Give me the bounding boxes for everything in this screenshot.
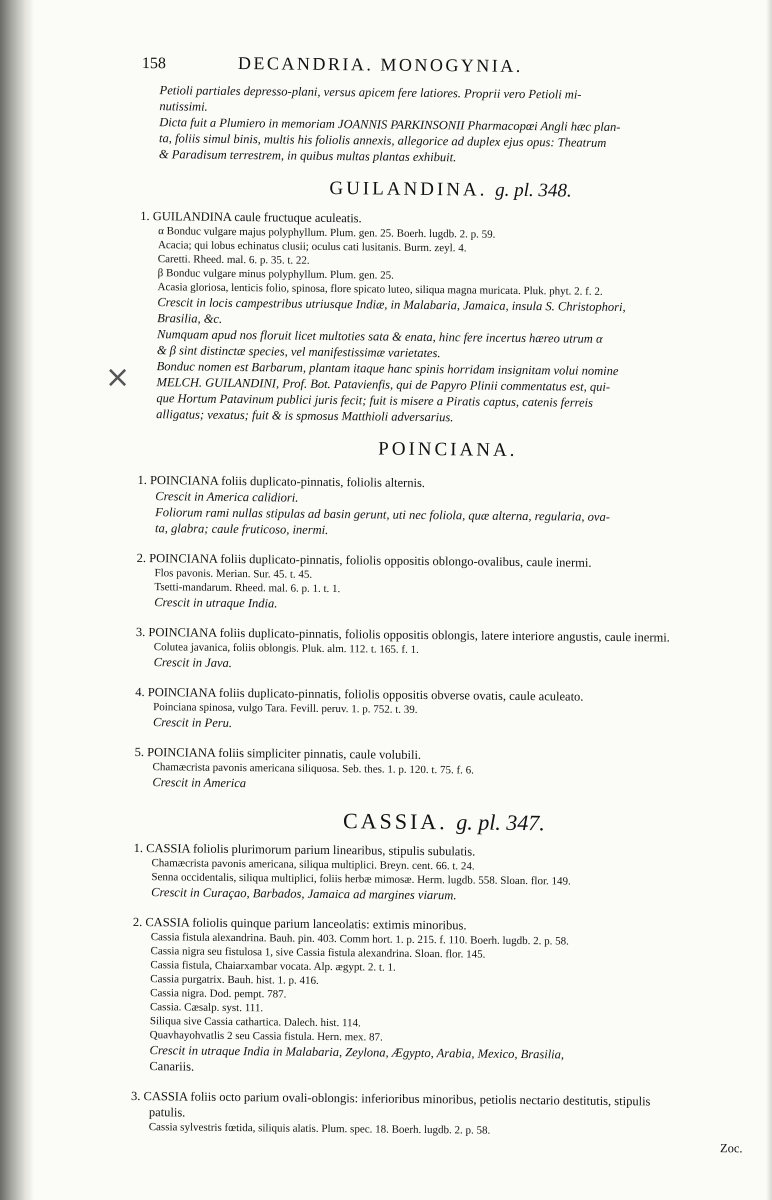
synonym-line: Senna occidentalis, siliqua multiplici, foliis herbæ mimosæ. Herm. lugdb. 558. Sloan. flor. 149. [151,871,571,888]
species-line: 1. GUILANDINA caule fructuque aculeatis. [140,208,362,226]
note-line: Bonduc nomen est Barbarum, plantam itaque hanc spinis horridam insignitam volui nomine [156,359,619,379]
synonym-line: Cassia sylvestris fœtida, siliquis alatis. Plum. spec. 18. Boerh. lugdb. 2. p. 58. [148,1121,491,1137]
habitat-line: Crescit in Curaçao, Barbados, Jamaica ad margines viarum. [151,885,457,903]
species-line: 5. POINCIANA foliis simpliciter pinnatis, caule volubili. [134,744,422,762]
poinciana-section [134,472,757,796]
habitat-line: Crescit in America calidiori. [155,489,299,505]
species-line: 1. CASSIA foliolis plurimorum parium linearibus, stipulis subulatis. [133,840,476,859]
synonym-line: Acasia gloriosa, lenticis folio, spinosa, flore spicato luteo, siliqua magna muricata. Pluk. phyt. 2. f. 2. [157,281,603,298]
page-number: 158 [141,54,166,73]
note-line: & β sint distinctæ species, vel manifestissimæ varietates. [156,343,441,361]
species-line: 1. POINCIANA foliis duplicato-pinnatis, foliolis alternis. [137,472,426,490]
note-line: alligatus; vexatus; fuit & is spmosus Matthioli adversarius. [156,407,454,425]
synonym-line: Poinciana spinosa, vulgo Tara. Fevill. peruv. 1. p. 752. t. 39. [153,701,418,716]
habitat-line: Crescit in utraque India. [154,595,278,611]
species-entry [135,684,755,736]
species-entry [131,914,753,1080]
text-line: Dicta fuit a Plumiero in memoriam JOANNIS PARKINSONII Pharmacopœi Angli hæc plan- [159,115,621,135]
synonym-line: Chamæcrista pavonis americana, siliqua multiplici. Breyn. cent. 66. t. 24. [151,857,475,873]
cassia-section [131,840,754,1156]
habitat-line: Crescit in America [152,775,247,791]
synonym-line: Chamæcrista pavonis americana siliquosa. Seb. thes. 1. p. 120. t. 75. f. 6. [152,761,474,777]
habitat-line: Crescit in Peru. [152,715,233,730]
section-heading-cassia [134,806,754,838]
synonym-line: Caretti. Rheed. mal. 6. p. 35. t. 22. [157,253,310,267]
genus-name: GUILANDINA. [329,177,488,201]
note-line: que Hortum Patavinum publici juris fecit; fuit is misere a Piratis captus, catenis ferreis [156,391,593,410]
synonym-line: α Bonduc vulgare majus polyphyllum. Plum. gen. 25. Boerh. lugdb. 2. p. 59. [158,225,496,241]
species-entry [137,472,758,542]
handwritten-x-mark: × [105,360,131,395]
species-line: 3. POINCIANA foliis duplicato-pinnatis, foliolis oppositis oblongis, latere interiore angustis, caule inermi. [135,624,670,645]
text-line: ta, foliis simul binis, multis his foliolis annexis, allegorice ad duplex ejus opus: Theatrum [159,131,607,150]
species-line: 2. POINCIANA foliis duplicato-pinnatis, foliolis oppositis oblongo-ovalibus, caule inermi. [136,550,592,570]
genus-name: POINCIANA. [378,438,518,461]
catchword: Zoc. [719,1141,743,1156]
species-line: 3. CASSIA foliis octo parium ovali-oblongis: inferioribus minoribus, petiolis nectario destitutis, stipulis [130,1088,651,1109]
book-page [131,52,762,1156]
note-line: MELCH. GUILANDINI, Prof. Bot. Patavienfis, qui de Papyro Plinii commentatus est, qui- [156,375,611,394]
synonym-line: Acacia; qui lobus echinatus clusii; oculus cati lusitanis. Burm. zeyl. 4. [157,239,467,255]
note-line: Foliorum rami nullas stipulas ad basin gerunt, uti nec foliola, quæ alterna, regularia, ova- [155,505,610,524]
synonym-line: Tsetti-mandarum. Rheed. mal. 6. p. 1. t. 1. [154,581,341,596]
species-line: 2. CASSIA foliolis quinque parium lanceolatis: extimis minoribus. [132,914,467,933]
note-line: Numquam apud nos floruit licet multoties sata & enata, hinc fere incertus hæreo utrum α [156,327,603,346]
genus-name: CASSIA. [342,808,448,835]
habitat-line: Canariis. [149,1059,195,1074]
species-entry [133,840,754,906]
genus-reference: g. pl. 348. [495,179,572,202]
species-line: 4. POINCIANA foliis duplicato-pinnatis, foliolis oppositis obverse ovatis, caule aculeato. [135,684,584,704]
habitat-line: Brasilia, &c. [157,311,223,326]
species-entry [134,744,754,796]
habitat-line: Crescit in locis campestribus utriusque Indiæ, in Malabaria, Jamaica, insula S. Christophori, [157,295,626,315]
synonym-line: Quavhayohvatlis 2 seu Cassia fistula. Hern. mex. 87. [149,1029,383,1044]
page-edge [766,0,772,1200]
synonym-line: Cassia nigra seu fistulosa 1, sive Cassia fistula alexandrina. Sloan. flor. 145. [150,945,486,961]
species-entry [136,550,757,616]
continuation-text [141,82,762,168]
text-line: nutissimi. [159,99,208,114]
section-heading-poinciana [138,436,758,464]
species-entry [136,624,756,676]
page-gutter-shadow [0,0,34,1200]
synonym-line: Cassia fistula alexandrina. Bauh. pin. 403. Comm hort. 1. p. 215. f. 110. Boerh. lugdb. 2. p. 58. [150,931,569,948]
genus-reference: g. pl. 347. [456,809,546,836]
synonym-line: β Bonduc vulgare minus polyphyllum. Plum. gen. 25. [157,267,395,282]
habitat-line: Crescit in utraque India in Malabaria, Zeylona, Ægypto, Arabia, Mexico, Brasilia, [149,1043,565,1062]
synonym-line: Colutea javanica, foliis oblongis. Pluk. alm. 112. t. 165. f. 1. [153,641,419,656]
note-line: ta, glabra; caule fruticoso, inermi. [154,521,329,537]
running-head: DECANDRIA. MONOGYNIA. [237,53,523,76]
section-heading-guilandina [140,176,760,204]
species-line-continued: patulis. [148,1105,186,1120]
habitat-line: Crescit in Java. [153,655,233,670]
synonym-line: Cassia nigra. Dod. pempt. 787. [150,987,287,1001]
text-line: Petioli partiales depresso-plani, versus apicem fere latiores. Proprii vero Petioli mi- [159,83,582,102]
synonym-line: Cassia fistula, Chaiarxambar vocata. Alp. ægypt. 2. t. 1. [150,959,396,974]
species-entry [131,1088,751,1140]
synonym-line: Cassia. Cæsalp. syst. 111. [149,1001,264,1015]
synonym-line: Flos pavonis. Merian. Sur. 45. t. 45. [154,567,313,581]
guilandina-section [138,208,760,428]
synonym-line: Cassia purgatrix. Bauh. hist. 1. p. 416. [150,973,319,987]
synonym-line: Siliqua sive Cassia cathartica. Dalech. hist. 114. [149,1015,361,1030]
text-line: & Paradisum terrestrem, in quibus multas plantas exhibuit. [158,147,457,165]
